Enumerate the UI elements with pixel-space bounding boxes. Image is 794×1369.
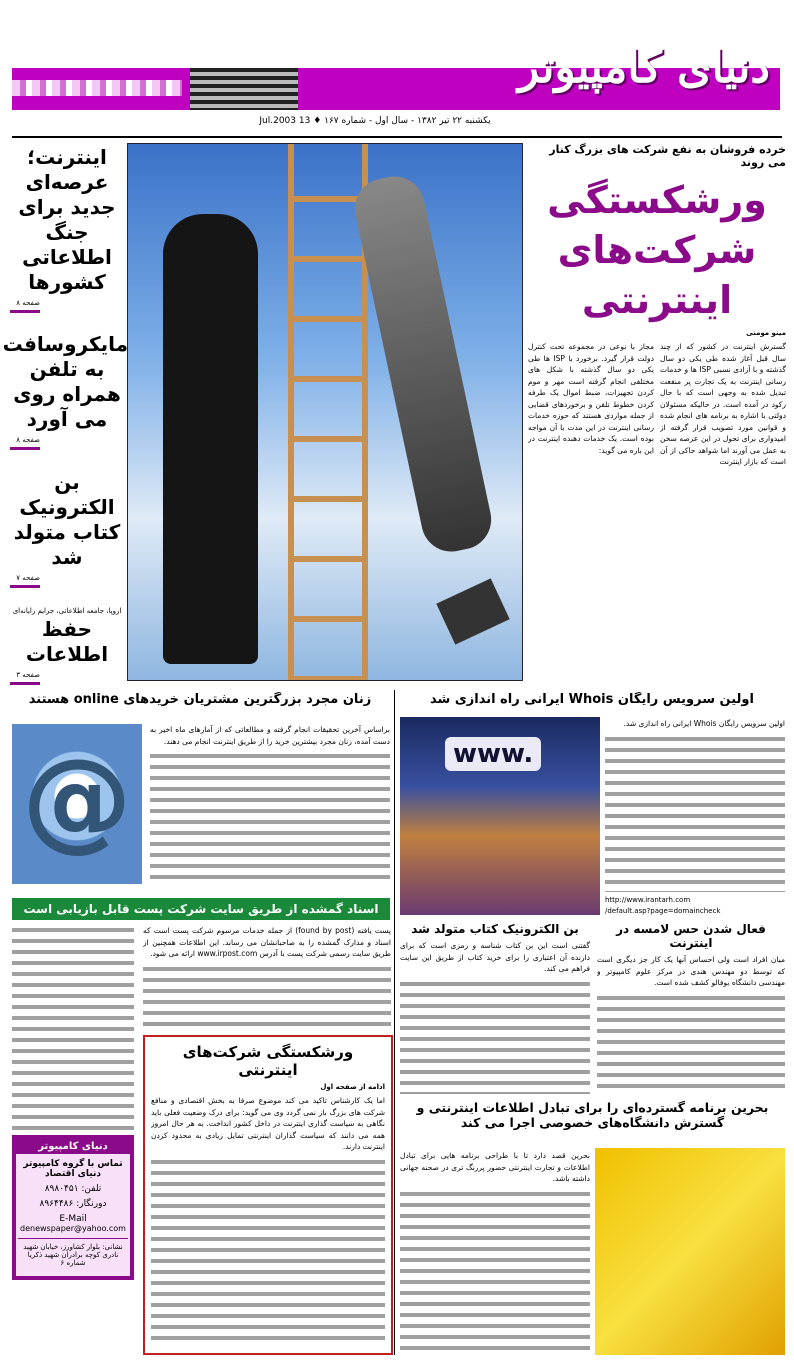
contact-logo: دنیای کامپیوتر [16, 1139, 130, 1154]
dateline: یکشنبه ۲۲ تیر ۱۳۸۲ - سال اول - شماره ۱۶۷ ♦ 13 Jul.2003 [259, 116, 491, 126]
text-lines [597, 993, 785, 1095]
bahrain-illustration [595, 1148, 785, 1355]
ebook-headline[interactable]: بن الکترونیک کتاب متولد شد [411, 922, 579, 936]
contact-fax: دورنگار: ۸۹۶۴۴۸۶ [39, 1199, 107, 1209]
contact-address: نشانی: بلوار کشاورز، خیابان شهید نادری کوچه برادران شهید ذکریا شماره ۶ [18, 1238, 128, 1267]
ebook-text: گفتنی است این بن کتاب شناسه و رمزی است که برای دارنده آن اعتباری را برای خرید کتاب از طریق این سایت فراهم می کند. [400, 941, 590, 973]
businessman-climbing [163, 214, 258, 664]
text-lines [400, 979, 590, 1095]
masthead-pattern [12, 80, 182, 96]
sidebar-kicker: اروپا، جامعه اطلاعاتی، جرایم رایانه‌ای [12, 606, 122, 615]
continued-label: ادامه از صفحه اول [320, 1083, 385, 1091]
lead-photo [127, 143, 523, 681]
sidebar-item-1 [6, 145, 128, 313]
text-lines [150, 751, 390, 886]
whois-body [605, 718, 785, 915]
lead-kicker: خرده فروشان به نفع شرکت های بزرگ کنار می روند [549, 143, 786, 169]
page-ref: صفحه ۸ [10, 436, 40, 450]
whois-headline[interactable]: اولین سرویس رایگان Whois ایرانی راه اندازی شد [430, 692, 754, 707]
bahrain-text: بحرین قصد دارد تا با طراحی برنامه هایی برای تبادل اطلاعات و تجارت اینترنتی حضور پررنگ تری در صحنه جهانی داشته باشد. [400, 1151, 590, 1183]
sidebar-headline-2[interactable]: مایکروسافت به تلفن همراه روی می آورد [2, 332, 128, 432]
sidebar-item-4 [6, 607, 128, 685]
boxed-article [143, 1035, 393, 1355]
www-image [400, 717, 600, 915]
contact-title: تماس با گروه کامپیوتر دنیای اقتصاد [23, 1159, 123, 1179]
text-lines [151, 1157, 385, 1348]
whois-text: اولین سرویس رایگان Whois ایرانی راه اندازی شد. [623, 719, 785, 728]
businessman-falling [349, 171, 496, 557]
contact-phone: تلفن: ۸۹۸۰۴۵۱ [44, 1184, 102, 1194]
boxed-text: اما یک کارشناس تاکید می کند موضوع صرفا به بخش اقتصادی و منافع شرکت های بزرگ باز نمی گردد وی می گوید: برای درک وضعیت فعلی باید نگاهی به سیاست گذاری اینترنت در داخل کشور انداخت. به هر حال امروز همه می دانند که سیاست گذاران اینترنتی تمایل زیادی به محدود کردن اینترنت دارند. [151, 1096, 385, 1151]
boxed-headline[interactable]: ورشکستگی شرکت‌های اینترنتی [182, 1043, 354, 1079]
column-divider [394, 690, 395, 1355]
whois-link-2[interactable]: /default.asp?page=domaincheck [605, 907, 721, 915]
page-ref: صفحه ۳ [10, 671, 40, 685]
post-text: پست یافته (found by post) از جمله خدمات مرسوم شرکت پست است که اسناد و مدارک گمشده را به صاحبانشان می رساند. این اطلاعات همچنین از طریق سایت رسمی شرکت پست با آدرس www.irpost.com ارائه می شود. [143, 926, 391, 958]
email-label: E-Mail [59, 1214, 87, 1224]
women-headline[interactable]: زنان مجرد بزرگترین مشتریان خریدهای online هستند [28, 692, 372, 707]
divider [12, 136, 782, 138]
www-label: www. [445, 737, 541, 771]
sidebar [2, 145, 128, 685]
lead-columns [528, 341, 786, 681]
sidebar-headline-1[interactable]: اینترنت؛ عرصه‌ای جدید برای جنگ اطلاعاتی کشورها [18, 145, 116, 294]
sidebar-headline-4[interactable]: حفظ اطلاعات [25, 616, 109, 666]
page-ref: صفحه ۷ [10, 574, 40, 588]
touch-text: میان افراد است ولی احساس آنها یک کار جز دیگری است که توسط دو مهندس هندی در مرکز علوم کامپیوتر و مهندسی دانشگاه بوفالو کشف شده است. [597, 955, 785, 987]
women-body [150, 724, 390, 886]
ladder-graphic [288, 144, 368, 681]
sidebar-headline-3[interactable]: بن الکترونیک کتاب متولد شد [13, 469, 121, 569]
text-lines [12, 925, 134, 1130]
bahrain-body [400, 1150, 590, 1356]
sidebar-item-3 [6, 470, 128, 588]
ebook-article [400, 922, 590, 1094]
bahrain-headline[interactable]: بحرین برنامه گسترده‌ای را برای تبادل اطلاعات اینترنتی و گسترش دانشگاه‌های خصوصی اجرا می کند [416, 1100, 769, 1130]
lead-headline [528, 175, 786, 325]
byline: مینو مومنی [746, 329, 786, 337]
whois-link-1[interactable]: http://www.irantarh.com [605, 896, 691, 904]
text-lines [605, 734, 785, 893]
post-body [143, 925, 391, 1029]
sidebar-item-2 [2, 332, 128, 450]
masthead-photo [190, 68, 298, 110]
newspaper-logo: دنیای کامپیوتر [517, 42, 770, 93]
lead-article [528, 143, 786, 681]
at-sign-image: @ [12, 724, 142, 884]
briefcase [436, 578, 509, 644]
contact-email[interactable]: denewspaper@yahoo.com [20, 1224, 126, 1233]
masthead [12, 42, 780, 110]
contact-box [12, 1135, 134, 1280]
text-lines [143, 964, 391, 1030]
page-ref: صفحه ۸ [10, 299, 40, 313]
touch-headline[interactable]: فعال شدن حس لامسه در اینترنت [616, 922, 766, 950]
headline-line: شرکت‌های اینترنتی [557, 228, 757, 322]
women-text: براساس آخرین تحقیقات انجام گرفته و مطالعاتی که از آمارهای ماه اخیر به دست آمده، زنان مجرد بیشترین خرید را از طریق اینترنت انجام می دهند. [150, 725, 390, 746]
lead-text-left: مجاز با نوعی در مجموعه تحت کنترل دولت قرار گیرد. برخورد با ISP ها طی یکی دو سال گذشته با شکل های مختلفی انجام گرفته است مهر و موم کردن تجهیزات، ضبط اموال یک طرفه کردن خطوط تلفن و برخوردهای قضایی از جمله مواردی هستند که حوزه خدمات رسانی اینترنت در این مدت با آن مواجه بوده است. یک خدمات دهنده اینترنت در این باره می گوید: [528, 342, 654, 455]
headline-line: ورشکستگی [547, 178, 767, 222]
lead-text-right: گسترش اینترنت در کشور که از چند سال قبل آغاز شده طی یکی دو سال گذشته و با آزادی نسبی ISP ها و خدمات رسانی اینترنت به یک تجارت پر منفعت تبدیل شده به وجهی است که با حال رکود در آمده است. در حالیکه مسئولان دولتی با اشاره به برنامه های انجام شده و قوانین مورد تصویب قرار گرفته از امیدواری برای تحول در این عرصه سخن به عمل می آورند اما شواهد حاکی از آن است که بازار اینترنت [660, 342, 786, 466]
post-banner: اسناد گمشده از طریق سایت شرکت پست قابل بازیابی است [12, 898, 390, 920]
text-lines [400, 1189, 590, 1357]
touch-article [597, 922, 785, 1094]
